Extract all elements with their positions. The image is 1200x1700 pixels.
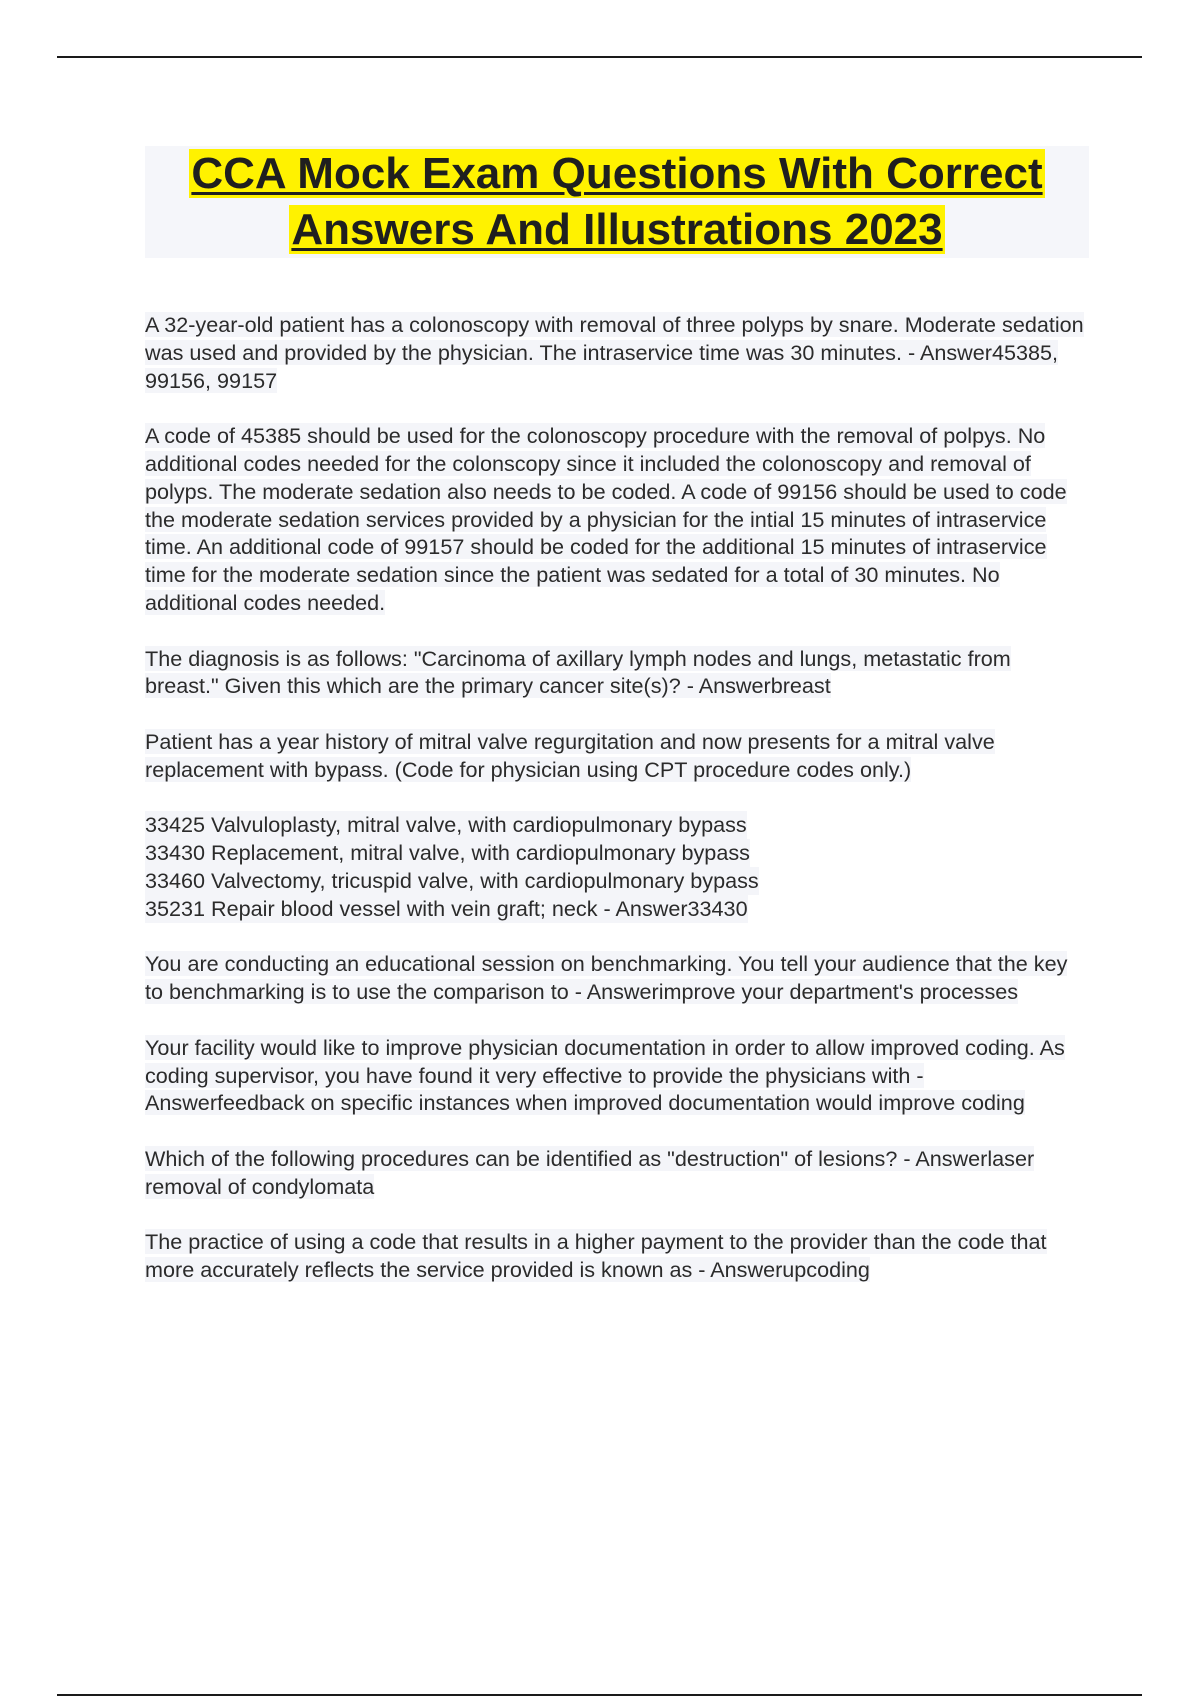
question-3-text: Patient has a year history of mitral valve regurgitation and now presents for a mitral valve replacement with bypass. (Code for physician using CPT procedure codes only.): [145, 728, 995, 782]
question-3-options: [145, 811, 1085, 922]
question-1-explanation: [145, 422, 1085, 617]
top-rule: [57, 56, 1142, 58]
title-line-2-text: Answers And Illustrations 2023: [291, 205, 943, 254]
title-line-2: [145, 202, 1089, 258]
option-item: 33430 Replacement, mitral valve, with cardiopulmonary bypass: [145, 840, 750, 866]
bottom-rule: [57, 1694, 1142, 1696]
document-body: [145, 311, 1085, 1312]
option-item: 35231 Repair blood vessel with vein graft; neck - Answer33430: [145, 895, 748, 921]
document-title: [145, 146, 1089, 258]
title-line-1-text: CCA Mock Exam Questions With Correct: [191, 149, 1043, 198]
question-6-text: Which of the following procedures can be identified as "destruction" of lesions? - Answerlaser removal of condylomata: [145, 1145, 1035, 1199]
question-5: [145, 1034, 1085, 1117]
title-line-1: [145, 146, 1089, 202]
question-4-text: You are conducting an educational session on benchmarking. You tell your audience that the key to benchmarking is to use the comparison to - Answerimprove your department's processes: [145, 951, 1068, 1005]
question-3: [145, 728, 1085, 784]
question-1: [145, 311, 1085, 394]
question-2: [145, 645, 1085, 701]
option-item: 33425 Valvuloplasty, mitral valve, with cardiopulmonary bypass: [145, 812, 747, 838]
question-1-text: A 32-year-old patient has a colonoscopy with removal of three polyps by snare. Moderate sedation was used and provided by the physician. The intraservice time was 30 minutes. - Answer45385, 99156, 99157: [145, 312, 1084, 393]
question-5-text: Your facility would like to improve physician documentation in order to allow improved coding. As coding supervisor, you have found it very effective to provide the physicians with - Answerfeedback on specific instances when improved documentation would improve coding: [145, 1034, 1065, 1116]
question-2-text: The diagnosis is as follows: "Carcinoma of axillary lymph nodes and lungs, metastatic from breast." Given this which are the primary cancer site(s)? - Answerbreast: [145, 645, 1011, 699]
question-7: [145, 1228, 1085, 1284]
question-4: [145, 950, 1085, 1006]
question-6: [145, 1145, 1085, 1201]
option-item: 33460 Valvectomy, tricuspid valve, with cardiopulmonary bypass: [145, 867, 759, 893]
question-1-explanation-text: A code of 45385 should be used for the colonoscopy procedure with the removal of polpys. No additional codes needed for the colonscopy since it included the colonoscopy and removal of polyps. The moderate sedation also needs to be coded. A code of 99156 should be used to code the moderate sedation services provided by a physician for the intial 15 minutes of intraservice time. An additional code of 99157 should be coded for the additional 15 minutes of intraservice time for the moderate sedation since the patient was sedated for a total of 30 minutes. No additional codes needed.: [145, 423, 1067, 615]
question-7-text: The practice of using a code that results in a higher payment to the provider than the code that more accurately reflects the service provided is known as - Answerupcoding: [145, 1229, 1047, 1283]
